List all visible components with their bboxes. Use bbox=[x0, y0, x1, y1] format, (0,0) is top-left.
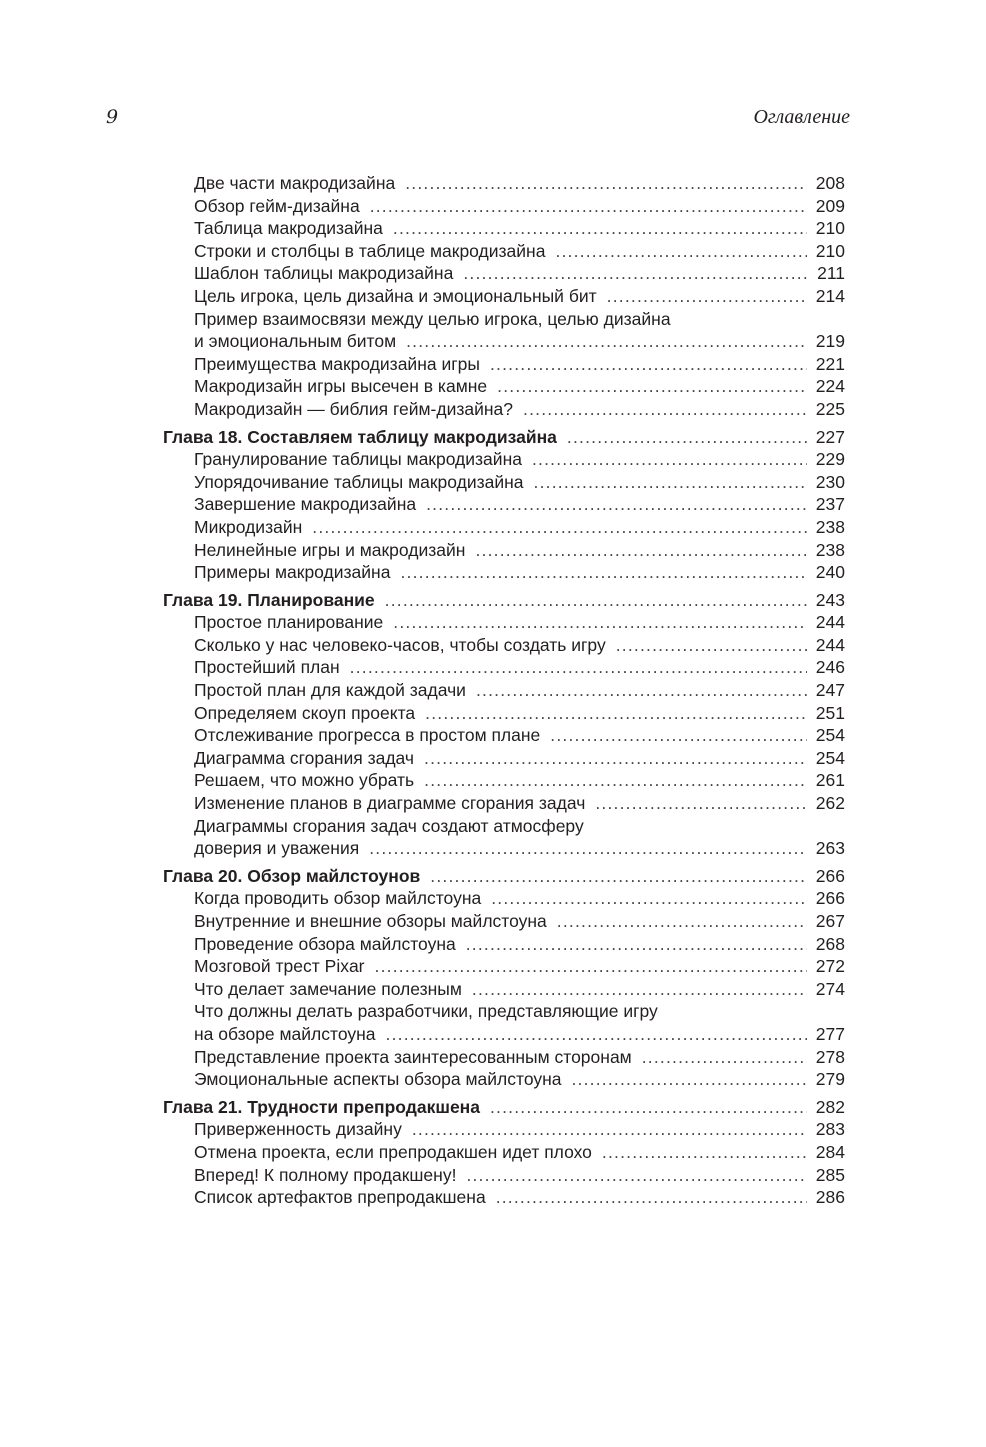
toc-page-number: 244 bbox=[815, 612, 845, 633]
dot-leader bbox=[490, 353, 807, 376]
toc-entry[interactable] bbox=[163, 747, 845, 770]
dot-leader bbox=[466, 1164, 807, 1187]
dot-leader bbox=[532, 448, 807, 471]
page-number: 9 bbox=[106, 106, 119, 128]
toc-page-number: 262 bbox=[815, 793, 845, 814]
toc-entry-title: Что делает замечание полезным bbox=[194, 978, 462, 999]
toc-entry-title: Определяем скоуп проекта bbox=[194, 702, 416, 723]
toc-page-number: 282 bbox=[815, 1096, 845, 1117]
toc-entry-title: Простейший план bbox=[194, 657, 340, 678]
toc-entry[interactable] bbox=[163, 539, 845, 562]
dot-leader bbox=[475, 539, 807, 562]
toc-entry[interactable] bbox=[163, 656, 845, 679]
toc-page-number: 274 bbox=[815, 978, 845, 999]
table-of-contents bbox=[163, 172, 845, 1209]
dot-leader bbox=[350, 656, 807, 679]
dot-leader bbox=[602, 1141, 807, 1164]
toc-entry[interactable] bbox=[163, 887, 845, 910]
dot-leader bbox=[550, 724, 807, 747]
toc-page-number: 210 bbox=[815, 240, 845, 261]
toc-entry[interactable] bbox=[163, 353, 845, 376]
dot-leader bbox=[607, 285, 807, 308]
toc-entry-title: Глава 18. Составляем таблицу макродизайна bbox=[163, 426, 557, 447]
toc-entry[interactable] bbox=[163, 1141, 845, 1164]
dot-leader bbox=[463, 262, 807, 285]
toc-entry-title: Решаем, что можно убрать bbox=[194, 770, 415, 791]
toc-entry[interactable] bbox=[163, 172, 845, 195]
running-title: Оглавление bbox=[753, 106, 850, 128]
toc-entry-title: Таблица макродизайна bbox=[194, 218, 383, 239]
toc-entry[interactable] bbox=[163, 978, 845, 1001]
toc-entry[interactable] bbox=[163, 375, 845, 398]
toc-entry-line bbox=[163, 815, 845, 838]
toc-entry-title: Отслеживание прогресса в простом плане bbox=[194, 725, 541, 746]
toc-page-number: 254 bbox=[815, 725, 845, 746]
toc-entry-title: Представление проекта заинтересованным сторонам bbox=[194, 1046, 632, 1067]
dot-leader bbox=[534, 471, 807, 494]
toc-entry-title: Когда проводить обзор майлстоуна bbox=[194, 888, 482, 909]
dot-leader bbox=[393, 217, 807, 240]
toc-entry[interactable] bbox=[163, 1118, 845, 1141]
toc-entry-title: Примеры макродизайна bbox=[194, 562, 391, 583]
dot-leader bbox=[385, 589, 807, 612]
toc-page-number: 272 bbox=[815, 956, 845, 977]
toc-entry-title: Цель игрока, цель дизайна и эмоциональный бит bbox=[194, 285, 597, 306]
toc-page-number: 244 bbox=[815, 634, 845, 655]
toc-entry-title: Внутренние и внешние обзоры майлстоуна bbox=[194, 911, 547, 931]
toc-entry-title: Шаблон таблицы макродизайна bbox=[194, 263, 454, 284]
dot-leader bbox=[424, 747, 807, 770]
toc-entry-title: Гранулирование таблицы макродизайна bbox=[194, 449, 522, 470]
toc-entry[interactable] bbox=[163, 611, 845, 634]
toc-page-number: 283 bbox=[815, 1119, 845, 1140]
toc-entry[interactable] bbox=[163, 769, 845, 792]
toc-page-number: 219 bbox=[815, 331, 845, 352]
dot-leader bbox=[425, 702, 807, 725]
dot-leader bbox=[557, 910, 807, 933]
page-header bbox=[106, 106, 850, 134]
toc-chapter-entry[interactable] bbox=[163, 589, 845, 612]
toc-page-number: 246 bbox=[815, 657, 845, 678]
toc-page-number: 240 bbox=[815, 562, 845, 583]
toc-entry-title: Вперед! К полному продакшену! bbox=[194, 1164, 457, 1185]
toc-page-number: 261 bbox=[815, 770, 845, 791]
toc-entry[interactable] bbox=[163, 217, 845, 240]
toc-page-number: 268 bbox=[815, 933, 845, 954]
dot-leader bbox=[375, 955, 807, 978]
toc-entry[interactable] bbox=[163, 285, 845, 308]
dot-leader bbox=[491, 887, 807, 910]
toc-page-number: 224 bbox=[815, 376, 845, 397]
toc-entry[interactable] bbox=[163, 195, 845, 218]
toc-entry-title: Глава 20. Обзор майлстоунов bbox=[163, 865, 421, 886]
toc-entry-title: Макродизайн игры высечен в камне bbox=[194, 376, 488, 397]
toc-entry[interactable] bbox=[163, 1023, 845, 1046]
toc-page-number: 278 bbox=[815, 1046, 845, 1067]
toc-page-number: 279 bbox=[815, 1069, 845, 1090]
toc-entry-title: Завершение макродизайна bbox=[194, 494, 417, 515]
toc-entry[interactable] bbox=[163, 910, 845, 933]
toc-entry[interactable] bbox=[163, 702, 845, 725]
toc-entry-title: на обзоре майлстоуна bbox=[194, 1023, 376, 1044]
dot-leader bbox=[497, 375, 807, 398]
toc-entry[interactable] bbox=[163, 724, 845, 747]
toc-page-number: 238 bbox=[815, 539, 845, 560]
dot-leader bbox=[567, 426, 807, 449]
toc-entry-title: Изменение планов в диаграмме сгорания задач bbox=[194, 793, 586, 814]
toc-entry-line bbox=[163, 1000, 845, 1023]
dot-leader bbox=[490, 1096, 807, 1119]
toc-entry[interactable] bbox=[163, 1068, 845, 1091]
toc-chapter-entry[interactable] bbox=[163, 865, 845, 888]
toc-page-number: 286 bbox=[815, 1187, 845, 1208]
toc-page-number: 284 bbox=[815, 1141, 845, 1162]
dot-leader bbox=[496, 1186, 807, 1209]
toc-page-number: 263 bbox=[815, 838, 845, 859]
toc-page-number: 208 bbox=[815, 173, 845, 193]
toc-entry[interactable] bbox=[163, 262, 845, 285]
toc-page-number: 266 bbox=[815, 865, 845, 886]
toc-entry-title: Простое планирование bbox=[194, 612, 384, 633]
toc-entry[interactable] bbox=[163, 398, 845, 421]
toc-entry[interactable] bbox=[163, 933, 845, 956]
toc-entry-title: Микродизайн bbox=[194, 516, 303, 537]
toc-page-number: 225 bbox=[815, 398, 845, 419]
dot-leader bbox=[466, 933, 807, 956]
toc-entry-title: Проведение обзора майлстоуна bbox=[194, 933, 456, 954]
toc-entry[interactable] bbox=[163, 679, 845, 702]
toc-entry[interactable] bbox=[163, 240, 845, 263]
dot-leader bbox=[386, 1023, 807, 1046]
toc-page-number: 243 bbox=[815, 589, 845, 610]
toc-entry[interactable] bbox=[163, 448, 845, 471]
toc-entry[interactable] bbox=[163, 837, 845, 860]
toc-entry-title: Мозговой трест Pixar bbox=[194, 956, 365, 977]
toc-entry-title: Обзор гейм-дизайна bbox=[194, 195, 360, 216]
toc-entry-line bbox=[163, 308, 845, 331]
toc-chapter-entry[interactable] bbox=[163, 426, 845, 449]
toc-page-number: 227 bbox=[815, 426, 845, 447]
dot-leader bbox=[406, 330, 807, 353]
toc-entry-title: Макродизайн — библия гейм-дизайна? bbox=[194, 398, 514, 419]
toc-page-number: 266 bbox=[815, 888, 845, 909]
dot-leader bbox=[472, 978, 807, 1001]
toc-entry[interactable] bbox=[163, 955, 845, 978]
toc-entry-title: Две части макродизайна bbox=[194, 173, 396, 193]
toc-entry[interactable] bbox=[163, 471, 845, 494]
toc-entry-title: и эмоциональным битом bbox=[194, 331, 397, 352]
toc-entry[interactable] bbox=[163, 792, 845, 815]
toc-page-number: 214 bbox=[815, 285, 845, 306]
toc-entry[interactable] bbox=[163, 1164, 845, 1187]
dot-leader bbox=[523, 398, 807, 421]
toc-entry-title: Диаграммы сгорания задач создают атмосферу bbox=[194, 815, 584, 836]
toc-page-number: 254 bbox=[815, 747, 845, 768]
dot-leader bbox=[370, 195, 807, 218]
toc-entry[interactable] bbox=[163, 493, 845, 516]
toc-page-number: 277 bbox=[815, 1023, 845, 1044]
toc-entry-title: Простой план для каждой задачи bbox=[194, 680, 466, 701]
toc-entry[interactable] bbox=[163, 330, 845, 353]
toc-entry-title: Эмоциональные аспекты обзора майлстоуна bbox=[194, 1069, 562, 1090]
dot-leader bbox=[369, 837, 807, 860]
dot-leader bbox=[400, 561, 807, 584]
toc-entry-title: Упорядочивание таблицы макродизайна bbox=[194, 471, 524, 492]
dot-leader bbox=[424, 769, 807, 792]
toc-page-number: 230 bbox=[815, 471, 845, 492]
toc-page-number: 237 bbox=[815, 494, 845, 515]
toc-chapter-entry[interactable] bbox=[163, 1096, 845, 1119]
dot-leader bbox=[572, 1068, 808, 1091]
toc-entry-title: Что должны делать разработчики, представляющие игру bbox=[194, 1001, 658, 1022]
toc-entry-title: Приверженность дизайну bbox=[194, 1119, 402, 1140]
toc-entry[interactable] bbox=[163, 561, 845, 584]
toc-entry[interactable] bbox=[163, 1186, 845, 1209]
toc-page-number: 210 bbox=[815, 218, 845, 239]
dot-leader bbox=[616, 634, 807, 657]
toc-entry[interactable] bbox=[163, 634, 845, 657]
toc-page-number: 229 bbox=[815, 449, 845, 470]
toc-page-number: 209 bbox=[815, 195, 845, 216]
dot-leader bbox=[393, 611, 807, 634]
dot-leader bbox=[555, 240, 807, 263]
toc-page-number: 221 bbox=[815, 353, 845, 374]
dot-leader bbox=[312, 516, 807, 539]
dot-leader bbox=[595, 792, 807, 815]
toc-entry-title: Глава 21. Трудности препродакшена bbox=[163, 1096, 480, 1117]
toc-entry-title: Пример взаимосвязи между целью игрока, целью дизайна bbox=[194, 308, 671, 329]
toc-entry[interactable] bbox=[163, 516, 845, 539]
dot-leader bbox=[642, 1046, 807, 1069]
dot-leader bbox=[426, 493, 807, 516]
toc-entry-title: Диаграмма сгорания задач bbox=[194, 747, 415, 768]
toc-entry-title: Сколько у нас человеко-часов, чтобы создать игру bbox=[194, 634, 606, 655]
toc-page-number: 285 bbox=[815, 1164, 845, 1185]
toc-page-number: 211 bbox=[817, 263, 845, 284]
toc-entry-title: Глава 19. Планирование bbox=[163, 589, 375, 610]
dot-leader bbox=[476, 679, 807, 702]
dot-leader bbox=[405, 172, 807, 195]
dot-leader bbox=[412, 1118, 807, 1141]
toc-entry-title: Строки и столбцы в таблице макродизайна bbox=[194, 240, 546, 261]
toc-page-number: 238 bbox=[815, 516, 845, 537]
toc-page-number: 251 bbox=[815, 702, 845, 723]
toc-entry-title: Отмена проекта, если препродакшен идет плохо bbox=[194, 1141, 592, 1162]
toc-entry-title: Список артефактов препродакшена bbox=[194, 1187, 486, 1208]
toc-entry-title: Нелинейные игры и макродизайн bbox=[194, 539, 466, 560]
toc-page-number: 247 bbox=[815, 680, 845, 701]
dot-leader bbox=[430, 865, 807, 888]
toc-entry[interactable] bbox=[163, 1046, 845, 1069]
toc-entry-title: доверия и уважения bbox=[194, 838, 360, 859]
toc-entry-title: Преимущества макродизайна игры bbox=[194, 353, 480, 374]
toc-page-number: 267 bbox=[815, 911, 845, 931]
